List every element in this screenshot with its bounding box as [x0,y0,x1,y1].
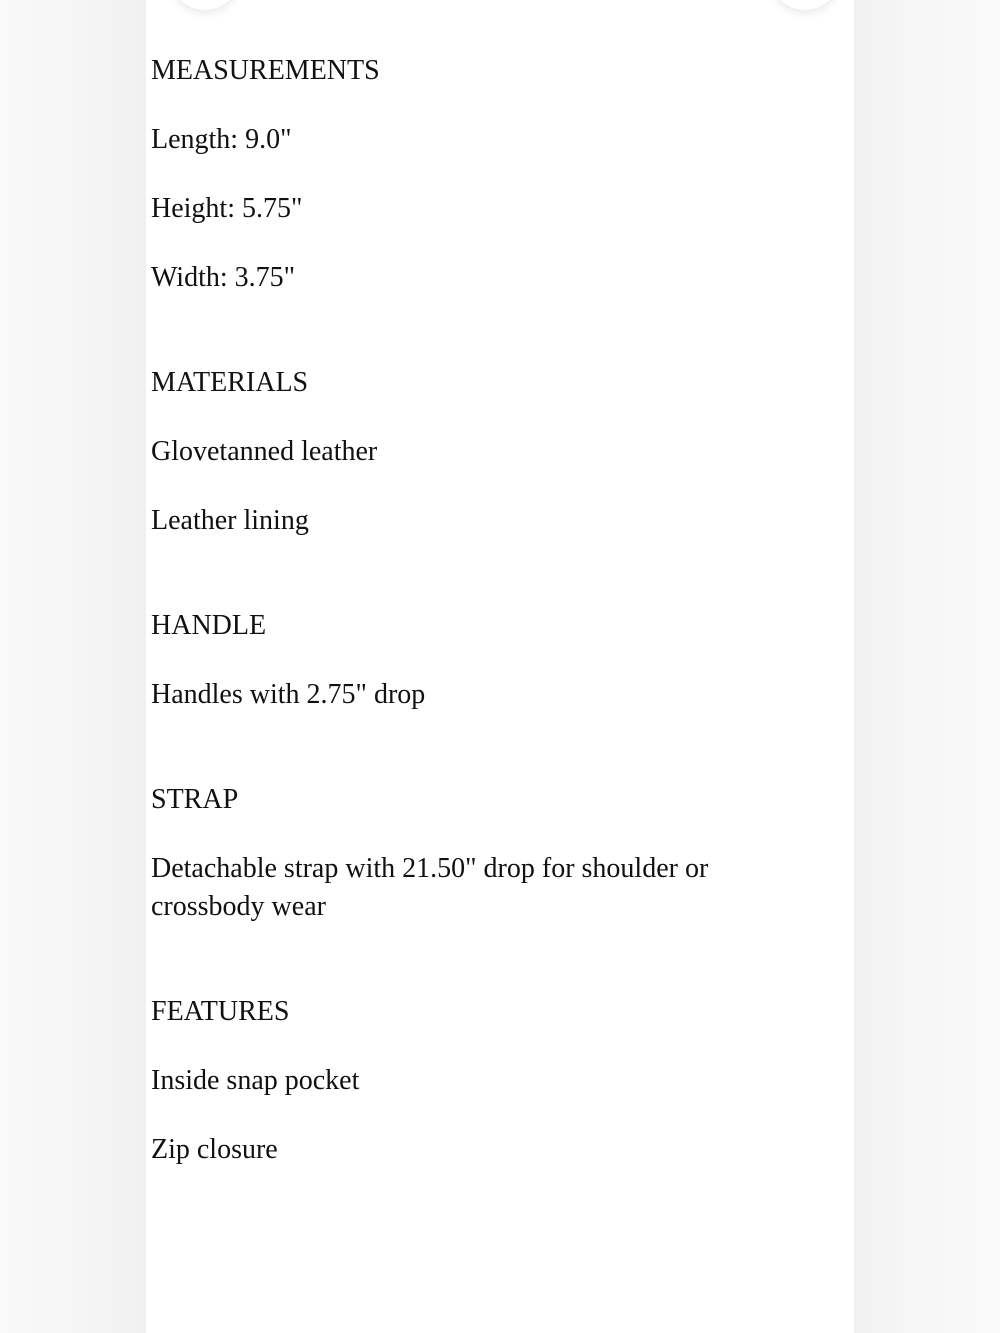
right-backdrop [854,0,1000,1333]
features-section [151,993,791,1169]
handle-section [151,607,791,714]
handle-drop: Handles with 2.75" drop [151,679,426,710]
width-spec: Width: 3.75" [151,262,296,293]
strap-section [151,781,791,926]
material-lining: Leather lining [151,505,309,536]
materials-section [151,364,791,540]
strap-heading: STRAP [151,784,239,815]
feature-zip-closure: Zip closure [151,1134,278,1165]
measurements-section [151,52,791,297]
left-backdrop [0,0,146,1333]
height-spec: Height: 5.75" [151,193,303,224]
product-specs [151,52,791,1200]
handle-heading: HANDLE [151,610,267,641]
measurements-heading: MEASUREMENTS [151,55,380,86]
material-leather: Glovetanned leather [151,436,378,467]
length-spec: Length: 9.0" [151,124,292,155]
feature-snap-pocket: Inside snap pocket [151,1065,360,1096]
strap-detail: Detachable strap with 21.50" drop for shoulder or crossbody wear [151,853,709,922]
features-heading: FEATURES [151,996,290,1027]
materials-heading: MATERIALS [151,367,309,398]
